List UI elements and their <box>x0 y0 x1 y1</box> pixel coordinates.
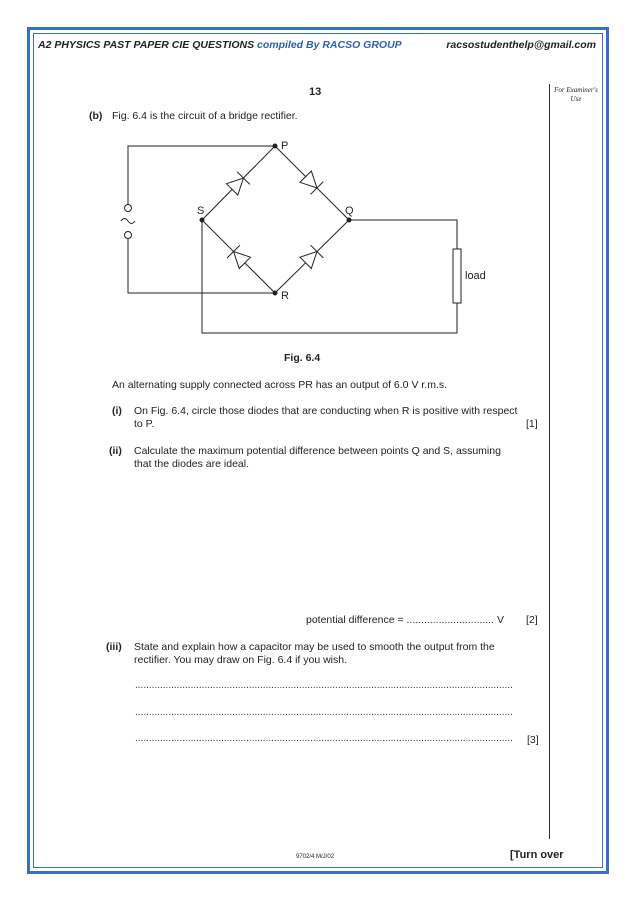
label-q: Q <box>345 205 354 217</box>
question-i-marks: [1] <box>526 418 538 430</box>
question-i-line1: On Fig. 6.4, circle those diodes that are conducting when R is positive with respect <box>134 405 518 417</box>
paper-code: 9702/4 M/J/02 <box>296 854 335 860</box>
wire-q-load <box>349 220 457 249</box>
load-resistor <box>453 249 461 303</box>
part-b-text: Fig. 6.4 is the circuit of a bridge rectifier. <box>112 110 298 122</box>
question-iii-line2: rectifier. You may draw on Fig. 6.4 if you wish. <box>134 654 348 666</box>
answer-dotted-line[interactable]: ........................................................................................................................................ <box>135 733 513 744</box>
header-title-blue: compiled By RACSO GROUP <box>257 39 402 51</box>
label-s: S <box>197 205 205 217</box>
label-p: P <box>281 140 289 152</box>
node-r <box>273 291 278 296</box>
answer-line-marks: [2] <box>526 614 538 626</box>
question-iii-line1: State and explain how a capacitor may be used to smooth the output from the <box>134 641 495 653</box>
node-q <box>347 218 352 223</box>
answer-dotted-line[interactable]: ........................................................................................................................................ <box>135 707 513 718</box>
answer-dotted-line[interactable]: ........................................................................................................................................ <box>135 680 513 691</box>
wire-load-s <box>202 220 457 333</box>
header-email: racsostudenthelp@gmail.com <box>446 39 596 51</box>
question-ii-line1: Calculate the maximum potential difference between points Q and S, assuming <box>134 445 501 457</box>
examiner-margin-label: For Examiner's Use <box>554 86 598 103</box>
answer-line-pd[interactable]: potential difference = .............................. V <box>306 614 504 626</box>
question-iii-marks: [3] <box>527 734 539 746</box>
question-ii-line2: that the diodes are ideal. <box>134 458 249 470</box>
question-i-label: (i) <box>112 405 122 417</box>
node-s <box>200 218 205 223</box>
question-iii-label: (iii) <box>106 641 122 653</box>
intro-text: An alternating supply connected across PR has an output of 6.0 V r.m.s. <box>112 379 448 391</box>
page-number: 13 <box>309 86 322 98</box>
label-r: R <box>281 290 289 302</box>
wire-top <box>128 146 275 205</box>
part-b-label: (b) <box>89 110 103 122</box>
node-p <box>273 144 278 149</box>
figure-caption: Fig. 6.4 <box>284 352 321 364</box>
question-ii-label: (ii) <box>109 445 122 457</box>
turn-over-label: [Turn over <box>510 849 564 861</box>
header-title-bold: A2 PHYSICS PAST PAPER CIE QUESTIONS <box>38 39 255 51</box>
ac-wave-icon <box>121 219 135 224</box>
label-load: load <box>465 270 486 282</box>
question-i-line2: to P. <box>134 418 155 430</box>
